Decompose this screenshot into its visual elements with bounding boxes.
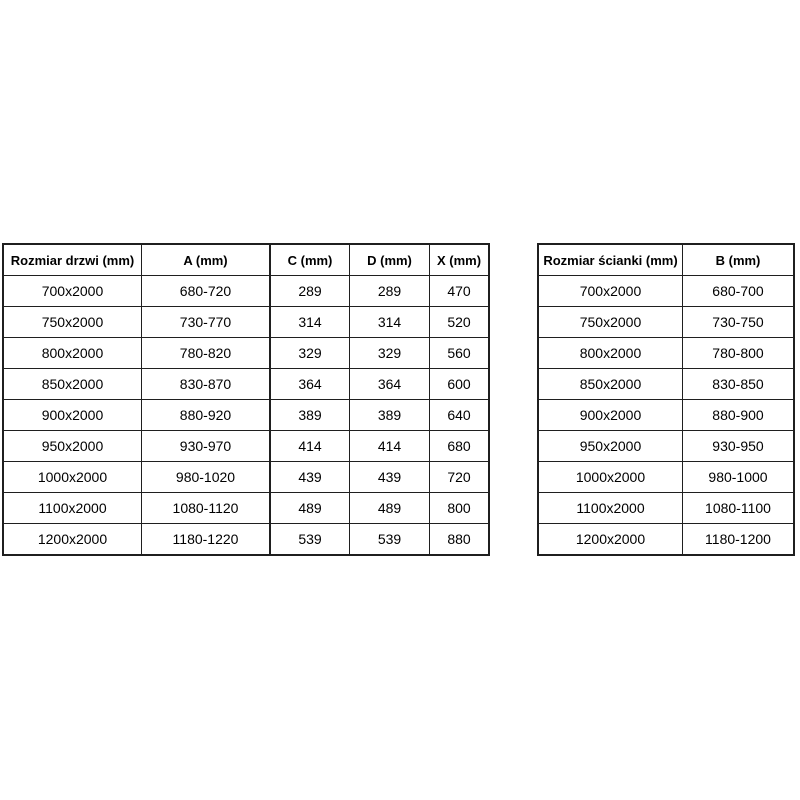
table-row bbox=[3, 338, 489, 369]
wall-size-table bbox=[537, 243, 795, 556]
table-row bbox=[3, 400, 489, 431]
table-cell: 520 bbox=[430, 307, 490, 338]
table-row bbox=[538, 307, 794, 338]
table-cell: 800 bbox=[430, 493, 490, 524]
table-cell: 700x2000 bbox=[538, 276, 683, 307]
table-cell: 680 bbox=[430, 431, 490, 462]
table-cell: 980-1000 bbox=[683, 462, 795, 493]
table-cell: 364 bbox=[350, 369, 430, 400]
table-cell: 329 bbox=[350, 338, 430, 369]
table-cell: 1200x2000 bbox=[538, 524, 683, 556]
table-row bbox=[538, 338, 794, 369]
table-cell: 700x2000 bbox=[3, 276, 142, 307]
table-cell: 680-720 bbox=[142, 276, 271, 307]
table-cell: 1200x2000 bbox=[3, 524, 142, 556]
table-cell: 930-950 bbox=[683, 431, 795, 462]
table-cell: 950x2000 bbox=[538, 431, 683, 462]
table-cell: 780-820 bbox=[142, 338, 271, 369]
column-header: C (mm) bbox=[270, 244, 350, 276]
table-cell: 439 bbox=[350, 462, 430, 493]
table-cell: 539 bbox=[350, 524, 430, 556]
table-cell: 1080-1120 bbox=[142, 493, 271, 524]
column-header: X (mm) bbox=[430, 244, 490, 276]
table-cell: 364 bbox=[270, 369, 350, 400]
header-row bbox=[3, 244, 489, 276]
table-cell: 1000x2000 bbox=[538, 462, 683, 493]
table-cell: 1080-1100 bbox=[683, 493, 795, 524]
table-cell: 314 bbox=[350, 307, 430, 338]
table-cell: 850x2000 bbox=[3, 369, 142, 400]
table-cell: 314 bbox=[270, 307, 350, 338]
table-row bbox=[3, 524, 489, 556]
table-cell: 414 bbox=[350, 431, 430, 462]
table-cell: 329 bbox=[270, 338, 350, 369]
table-cell: 1100x2000 bbox=[538, 493, 683, 524]
table-cell: 900x2000 bbox=[538, 400, 683, 431]
table-cell: 850x2000 bbox=[538, 369, 683, 400]
table-cell: 980-1020 bbox=[142, 462, 271, 493]
table-cell: 780-800 bbox=[683, 338, 795, 369]
table-row bbox=[3, 276, 489, 307]
table-row bbox=[538, 369, 794, 400]
table-cell: 1000x2000 bbox=[3, 462, 142, 493]
table-cell: 539 bbox=[270, 524, 350, 556]
table-row bbox=[3, 493, 489, 524]
table-row bbox=[538, 524, 794, 556]
table-cell: 800x2000 bbox=[3, 338, 142, 369]
table-cell: 930-970 bbox=[142, 431, 271, 462]
table-cell: 950x2000 bbox=[3, 431, 142, 462]
table-cell: 600 bbox=[430, 369, 490, 400]
table-cell: 720 bbox=[430, 462, 490, 493]
door-size-table bbox=[2, 243, 490, 556]
table-cell: 1180-1220 bbox=[142, 524, 271, 556]
table-cell: 1180-1200 bbox=[683, 524, 795, 556]
table-cell: 830-850 bbox=[683, 369, 795, 400]
table-row bbox=[3, 369, 489, 400]
table-row bbox=[538, 400, 794, 431]
table-cell: 800x2000 bbox=[538, 338, 683, 369]
table-cell: 640 bbox=[430, 400, 490, 431]
table-cell: 489 bbox=[350, 493, 430, 524]
table-cell: 730-770 bbox=[142, 307, 271, 338]
table-cell: 439 bbox=[270, 462, 350, 493]
table-cell: 289 bbox=[350, 276, 430, 307]
table-cell: 880-920 bbox=[142, 400, 271, 431]
table-row bbox=[538, 462, 794, 493]
column-header: B (mm) bbox=[683, 244, 795, 276]
table-cell: 880-900 bbox=[683, 400, 795, 431]
table-cell: 750x2000 bbox=[3, 307, 142, 338]
table-row bbox=[538, 493, 794, 524]
table-row bbox=[3, 431, 489, 462]
table-cell: 900x2000 bbox=[3, 400, 142, 431]
table-cell: 470 bbox=[430, 276, 490, 307]
table-cell: 389 bbox=[270, 400, 350, 431]
table-cell: 830-870 bbox=[142, 369, 271, 400]
table-cell: 1100x2000 bbox=[3, 493, 142, 524]
header-row bbox=[538, 244, 794, 276]
table-cell: 289 bbox=[270, 276, 350, 307]
column-header: Rozmiar ścianki (mm) bbox=[538, 244, 683, 276]
column-header: Rozmiar drzwi (mm) bbox=[3, 244, 142, 276]
table-cell: 560 bbox=[430, 338, 490, 369]
table-cell: 750x2000 bbox=[538, 307, 683, 338]
table-cell: 414 bbox=[270, 431, 350, 462]
table-cell: 730-750 bbox=[683, 307, 795, 338]
table-cell: 389 bbox=[350, 400, 430, 431]
column-header: A (mm) bbox=[142, 244, 271, 276]
table-cell: 880 bbox=[430, 524, 490, 556]
column-header: D (mm) bbox=[350, 244, 430, 276]
table-row bbox=[538, 276, 794, 307]
table-cell: 680-700 bbox=[683, 276, 795, 307]
table-row bbox=[538, 431, 794, 462]
table-row bbox=[3, 307, 489, 338]
table-row bbox=[3, 462, 489, 493]
table-cell: 489 bbox=[270, 493, 350, 524]
